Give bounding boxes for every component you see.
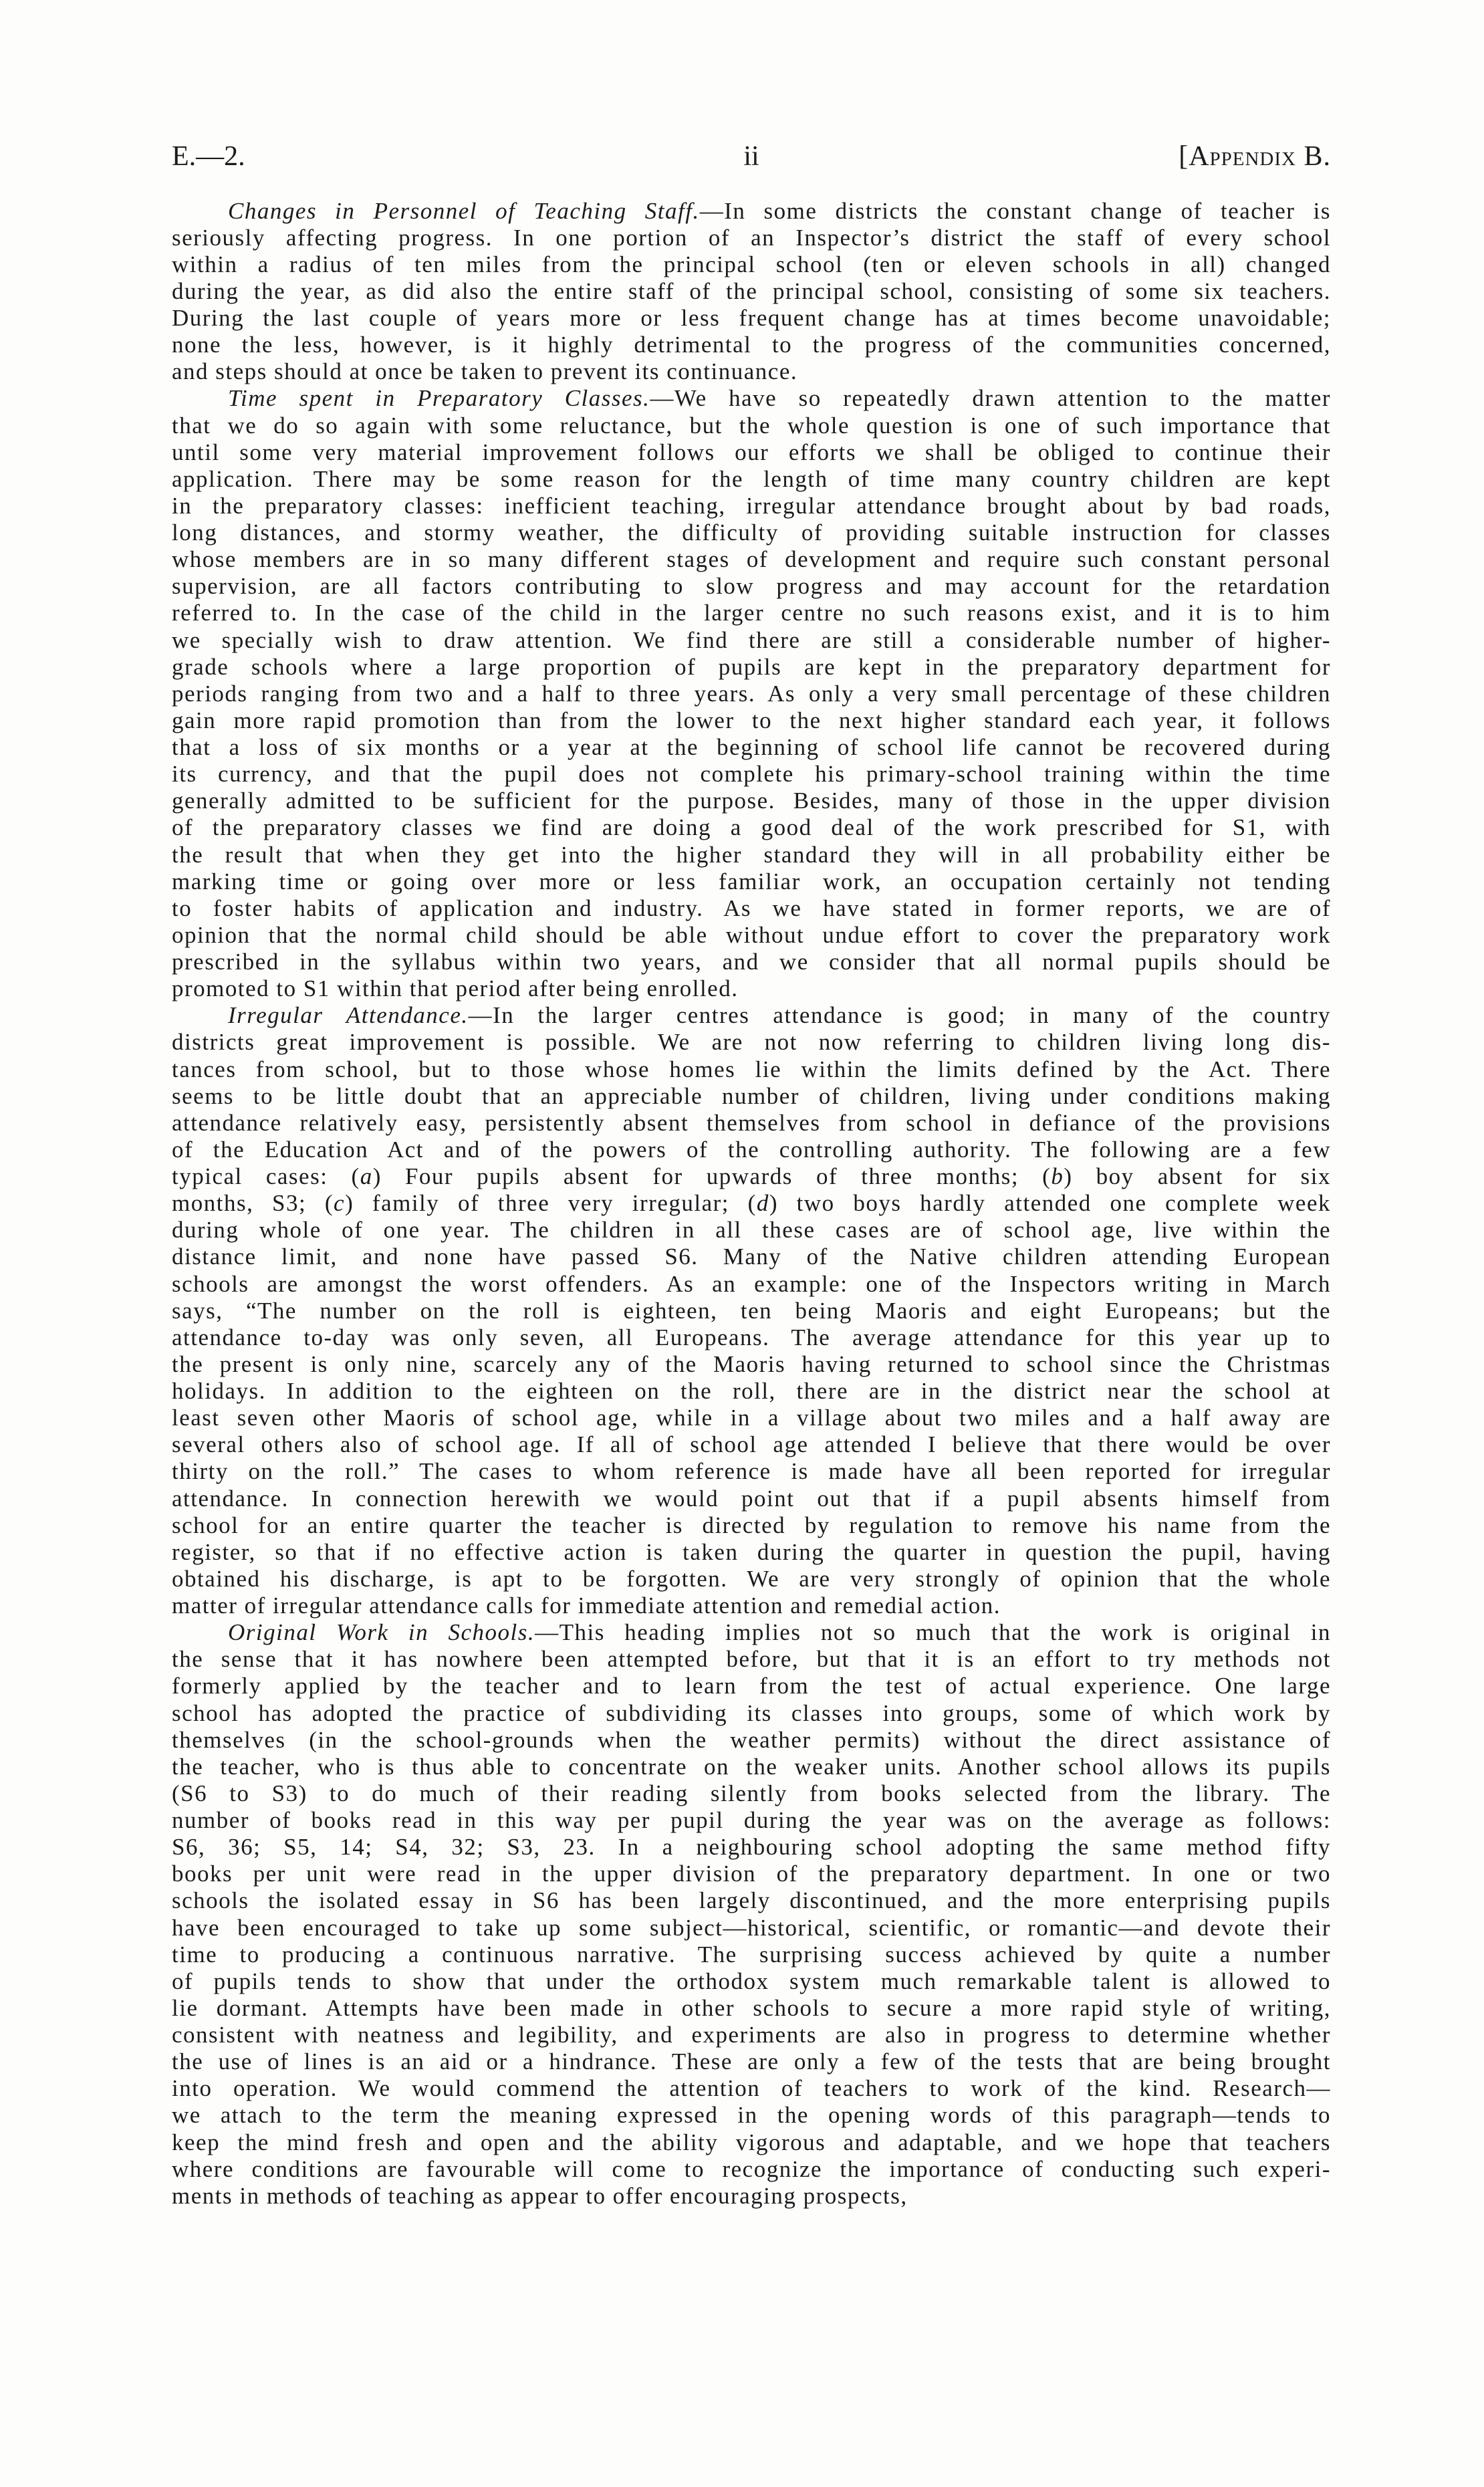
text-run: prescribed in the syllabus within two years, and we consider that all normal pupils should be	[172, 949, 1331, 975]
text-run: During the last couple of years more or less frequent change has at times become unavoidable;	[172, 305, 1331, 331]
text-line	[172, 814, 1331, 841]
text-run: obtained his discharge, is apt to be forgotten. We are very strongly of opinion that the whole	[172, 1565, 1331, 1592]
text-run: long distances, and stormy weather, the difficulty of providing suitable instruction for classes	[172, 519, 1331, 546]
text-run: generally admitted to be sufficient for the purpose. Besides, many of those in the upper division	[172, 788, 1331, 814]
text-run: schools are amongst the worst offenders. As an example: one of the Inspectors writing in March	[172, 1270, 1331, 1297]
text-line	[172, 1163, 1331, 1190]
text-run: holidays. In addition to the eighteen on the roll, there are in the district near the school at	[172, 1378, 1331, 1404]
text-run: the teacher, who is thus able to concentrate on the weaker units. Another school allows its pupils	[172, 1753, 1331, 1780]
text-line	[172, 1512, 1331, 1539]
text-line	[172, 1566, 1331, 1592]
text-run: ) two boys hardly attended one complete week	[769, 1190, 1331, 1217]
text-run: tances from school, but to those whose homes lie within the limits defined by the Act. There	[172, 1056, 1331, 1082]
text-run: where conditions are favourable will come to recognize the importance of conducting such experi-	[172, 2155, 1331, 2182]
text-run: referred to. In the case of the child in the larger centre no such reasons exist, and it is to him	[172, 600, 1331, 626]
text-line	[172, 466, 1331, 493]
text-line	[172, 2048, 1331, 2075]
text-line	[172, 949, 1331, 975]
text-line	[172, 2102, 1331, 2129]
paragraph	[172, 198, 1331, 386]
text-run: have been encouraged to take up some subject—historical, scientific, or romantic—and devote their	[172, 1914, 1331, 1941]
appendix-label: [Appendix B.	[1179, 141, 1331, 172]
text-line	[172, 251, 1331, 278]
text-line	[172, 332, 1331, 358]
text-run: time to producing a continuous narrative. The surprising success achieved by quite a number	[172, 1941, 1331, 1968]
text-run: until some very material improvement follows our efforts we shall be obliged to continue their	[172, 439, 1331, 465]
text-line	[172, 1190, 1331, 1217]
text-line	[172, 493, 1331, 519]
text-line	[172, 1941, 1331, 1968]
text-run: of the preparatory classes we find are doing a good deal of the work prescribed for S1, with	[172, 814, 1331, 841]
running-header	[172, 139, 1331, 174]
text-run: the result that when they get into the higher standard they will in all probability either be	[172, 841, 1331, 868]
text-run: that we do so again with some reluctance, but the whole question is one of such importance that	[172, 412, 1331, 439]
text-run: distance limit, and none have passed S6. Many of the Native children attending European	[172, 1244, 1331, 1270]
text-line	[172, 1378, 1331, 1405]
text-run: lie dormant. Attempts have been made in other schools to secure a more rapid style of writing,	[172, 1994, 1331, 2021]
italic-text: b	[1051, 1163, 1064, 1189]
text-run: the sense that it has nowhere been attempted before, but that it is an effort to try methods not	[172, 1646, 1331, 1673]
text-line	[172, 1029, 1331, 1056]
text-run: in the preparatory classes: inefficient teaching, irregular attendance brought about by bad roads,	[172, 492, 1331, 519]
text-run: marking time or going over more or less familiar work, an occupation certainly not tending	[172, 868, 1331, 895]
italic-text: d	[756, 1190, 769, 1217]
text-line	[172, 761, 1331, 788]
text-line	[172, 1915, 1331, 1941]
text-line	[172, 1727, 1331, 1754]
text-line	[172, 1110, 1331, 1137]
text-run: register, so that if no effective action is taken during the quarter in question the pupil, having	[172, 1538, 1331, 1565]
text-line	[172, 681, 1331, 707]
text-run: during whole of one year. The children in all these cases are of school age, live within the	[172, 1217, 1331, 1244]
text-line	[172, 1056, 1331, 1083]
text-line	[172, 1458, 1331, 1485]
text-run: we specially wish to draw attention. We find there are still a considerable number of higher-	[172, 626, 1331, 653]
text-line	[172, 1405, 1331, 1431]
text-line	[172, 1351, 1331, 1378]
text-line	[172, 546, 1331, 573]
text-run: supervision, are all factors contributing to slow progress and may account for the retardation	[172, 573, 1331, 600]
text-run: of pupils tends to show that under the orthodox system much remarkable talent is allowed to	[172, 1968, 1331, 1994]
text-run: the present is only nine, scarcely any of the Maoris having returned to school since the Christmas	[172, 1350, 1331, 1377]
text-run: its currency, and that the pupil does not complete his primary-school training within the time	[172, 761, 1331, 788]
text-run: —We have so repeatedly drawn attention to the matter	[650, 385, 1331, 412]
text-run: during the year, as did also the entire staff of the principal school, consisting of some six teachers.	[172, 277, 1331, 304]
text-run: and steps should at once be taken to prevent its continuance.	[172, 358, 798, 385]
text-run: grade schools where a large proportion of pupils are kept in the preparatory department for	[172, 653, 1331, 680]
text-run: consistent with neatness and legibility, and experiments are also in progress to determine whether	[172, 2022, 1331, 2048]
text-run: periods ranging from two and a half to three years. As only a very small percentage of these children	[172, 680, 1331, 707]
text-line	[172, 2183, 1331, 2210]
text-line	[172, 1834, 1331, 1861]
text-run: books per unit were read in the upper division of the preparatory department. In one or two	[172, 1861, 1331, 1887]
text-line	[172, 1673, 1331, 1699]
text-line	[172, 868, 1331, 895]
text-run: districts great improvement is possible. We are not now referring to children living long dis-	[172, 1029, 1331, 1056]
paragraph	[172, 1002, 1331, 1619]
text-run: attendance relatively easy, persistently absent themselves from school in defiance of the provisions	[172, 1109, 1331, 1136]
text-line	[172, 1298, 1331, 1324]
text-line	[172, 1619, 1331, 1646]
text-run: several others also of school age. If all of school age attended I believe that there would be over	[172, 1431, 1331, 1458]
italic-text: c	[334, 1190, 346, 1217]
text-line	[172, 278, 1331, 305]
text-run: themselves (in the school-grounds when the weather permits) without the direct assistance of	[172, 1726, 1331, 1753]
text-line	[172, 788, 1331, 814]
text-run: —In the larger centres attendance is good; in many of the country	[468, 1002, 1331, 1029]
text-line	[172, 975, 1331, 1002]
text-run: school has adopted the practice of subdividing its classes into groups, some of which work by	[172, 1699, 1331, 1726]
text-run: schools the isolated essay in S6 has been largely discontinued, and the more enterprising pupils	[172, 1887, 1331, 1914]
text-line	[172, 654, 1331, 681]
text-line	[172, 895, 1331, 922]
text-run: says, “The number on the roll is eighteen, ten being Maoris and eight Europeans; but the	[172, 1297, 1331, 1324]
text-line	[172, 1887, 1331, 1914]
text-line	[172, 1431, 1331, 1458]
text-line	[172, 627, 1331, 654]
text-line	[172, 1539, 1331, 1566]
text-run: S6, 36; S5, 14; S4, 32; S3, 23. In a neighbouring school adopting the same method fifty	[172, 1834, 1331, 1861]
text-line	[172, 412, 1331, 439]
paragraph-heading: Original Work in Schools.	[228, 1619, 535, 1646]
page-number: ii	[743, 141, 759, 172]
text-line	[172, 1754, 1331, 1780]
text-line	[172, 2075, 1331, 2102]
text-line	[172, 2022, 1331, 2048]
text-run: whose members are in so many different stages of development and require such constant personal	[172, 546, 1331, 573]
text-run: we attach to the term the meaning expressed in the opening words of this paragraph—tends to	[172, 2102, 1331, 2129]
text-line	[172, 305, 1331, 332]
text-run: seems to be little doubt that an appreciable number of children, living under conditions making	[172, 1082, 1331, 1109]
text-line	[172, 1780, 1331, 1807]
text-run: least seven other Maoris of school age, while in a village about two miles and a half away are	[172, 1405, 1331, 1431]
text-run: ) boy absent for six	[1064, 1163, 1331, 1189]
body-text	[172, 198, 1331, 2210]
text-line	[172, 1700, 1331, 1727]
text-run: (S6 to S3) to do much of their reading silently from books selected from the library. The	[172, 1780, 1331, 1806]
text-line	[172, 1968, 1331, 1995]
text-run: attendance. In connection herewith we would point out that if a pupil absents himself from	[172, 1485, 1331, 1512]
text-run: gain more rapid promotion than from the lower to the next higher standard each year, it follows	[172, 707, 1331, 733]
text-run: school for an entire quarter the teacher is directed by regulation to remove his name from the	[172, 1512, 1331, 1538]
paragraph-heading: Irregular Attendance.	[228, 1002, 469, 1029]
text-line	[172, 439, 1331, 466]
text-line	[172, 2156, 1331, 2183]
text-run: ) Four pupils absent for upwards of three months; (	[372, 1163, 1052, 1189]
text-run: —In some districts the constant change of teacher is	[699, 197, 1331, 224]
text-run: opinion that the normal child should be able without undue effort to cover the preparatory work	[172, 921, 1331, 948]
text-run: keep the mind fresh and open and the ability vigorous and adaptable, and we hope that teachers	[172, 2129, 1331, 2155]
text-run: of the Education Act and of the powers of the controlling authority. The following are a few	[172, 1136, 1331, 1163]
text-run: that a loss of six months or a year at the beginning of school life cannot be recovered during	[172, 734, 1331, 760]
text-line	[172, 1592, 1331, 1619]
paragraph-heading: Time spent in Preparatory Classes.	[228, 385, 650, 412]
report-code: E.—2.	[172, 141, 245, 172]
text-line	[172, 734, 1331, 761]
text-run: ments in methods of teaching as appear to offer encouraging prospects,	[172, 2182, 908, 2209]
text-run: into operation. We would commend the attention of teachers to work of the kind. Research—	[172, 2075, 1331, 2102]
paragraph	[172, 385, 1331, 1002]
text-line	[172, 1486, 1331, 1512]
text-line	[172, 225, 1331, 251]
text-run: seriously affecting progress. In one portion of an Inspector’s district the staff of every school	[172, 224, 1331, 251]
text-line	[172, 1646, 1331, 1673]
text-run: formerly applied by the teacher and to learn from the test of actual experience. One large	[172, 1673, 1331, 1699]
text-line	[172, 1137, 1331, 1163]
text-run: number of books read in this way per pupil during the year was on the average as follows:	[172, 1807, 1331, 1833]
paragraph	[172, 1619, 1331, 2210]
text-run: application. There may be some reason for the length of time many country children are kept	[172, 465, 1331, 492]
text-run: thirty on the roll.” The cases to whom reference is made have all been reported for irregular	[172, 1458, 1331, 1485]
text-line	[172, 2129, 1331, 2156]
text-line	[172, 519, 1331, 546]
text-line	[172, 1995, 1331, 2022]
text-line	[172, 1807, 1331, 1834]
text-line	[172, 1861, 1331, 1887]
text-line	[172, 385, 1331, 412]
text-run: ) family of three very irregular; (	[345, 1190, 757, 1217]
text-run: —This heading implies not so much that the work is original in	[535, 1619, 1331, 1646]
text-line	[172, 922, 1331, 949]
text-run: within a radius of ten miles from the principal school (ten or eleven schools in all) changed	[172, 251, 1331, 277]
text-run: none the less, however, is it highly detrimental to the progress of the communities concerned,	[172, 332, 1331, 358]
text-line	[172, 1271, 1331, 1298]
text-line	[172, 573, 1331, 600]
text-line	[172, 1244, 1331, 1270]
text-run: typical cases: (	[172, 1163, 360, 1189]
text-line	[172, 1083, 1331, 1110]
text-line	[172, 358, 1331, 385]
italic-text: a	[360, 1163, 373, 1189]
text-line	[172, 707, 1331, 734]
paragraph-heading: Changes in Personnel of Teaching Staff.	[228, 197, 700, 224]
text-run: to foster habits of application and industry. As we have stated in former reports, we are of	[172, 895, 1331, 921]
text-run: attendance to-day was only seven, all Europeans. The average attendance for this year up to	[172, 1324, 1331, 1350]
text-line	[172, 198, 1331, 225]
text-line	[172, 1217, 1331, 1244]
text-line	[172, 842, 1331, 868]
text-line	[172, 600, 1331, 626]
text-line	[172, 1324, 1331, 1351]
text-run: matter of irregular attendance calls for immediate attention and remedial action.	[172, 1592, 1001, 1619]
text-run: the use of lines is an aid or a hindrance. These are only a few of the tests that are being brought	[172, 2048, 1331, 2075]
text-line	[172, 1002, 1331, 1029]
text-run: promoted to S1 within that period after being enrolled.	[172, 975, 739, 1002]
text-run: months, S3; (	[172, 1190, 334, 1217]
